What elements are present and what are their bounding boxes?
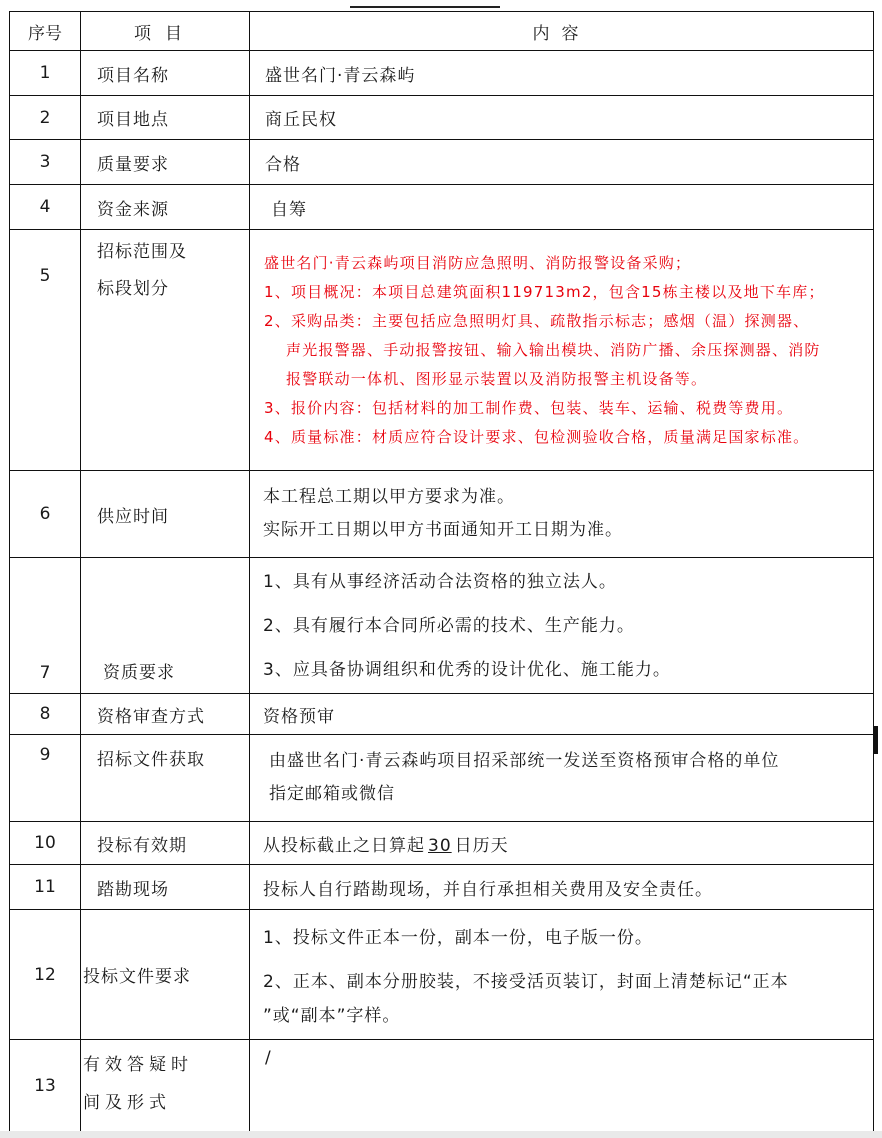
content-line: 2、具有履行本合同所必需的技术、生产能力。 (263, 615, 635, 636)
table-row (10, 185, 874, 230)
row-content: 盛世名门·青云森屿 (250, 51, 874, 96)
scope-line: 盛世名门·青云森屿项目消防应急照明、消防报警设备采购； (264, 253, 692, 272)
row-content: 自筹 (250, 185, 874, 230)
validity-prefix: 从投标截止之日算起 (263, 835, 425, 856)
scope-line: 声光报警器、手动报警按钮、输入输出模块、消防广播、余压探测器、消防 (286, 340, 821, 359)
row-item: 项目地点 (81, 96, 250, 140)
row-item: 供应时间 (81, 471, 250, 558)
validity-suffix: 日历天 (454, 835, 509, 856)
row-item: 项目名称 (81, 51, 250, 96)
table-row (10, 51, 874, 96)
content-line: 本工程总工期以甲方要求为准。 (263, 487, 515, 507)
row-content (250, 910, 874, 1040)
row-item: 资金来源 (81, 185, 250, 230)
row-no: 1 (10, 51, 81, 96)
row-item: 质量要求 (81, 140, 250, 185)
row-no: 7 (10, 558, 81, 694)
row-content: 合格 (250, 140, 874, 185)
content-line: ”或“副本”字样。 (263, 1005, 401, 1026)
row-no: 12 (10, 910, 81, 1040)
row-item (81, 230, 250, 471)
row-item: 投标文件要求 (81, 910, 250, 1040)
bid-spec-table (9, 11, 874, 1132)
table-header-row (10, 12, 874, 51)
header-item: 项目 (81, 12, 250, 51)
scope-line: 4、质量标准：材质应符合设计要求、包检测验收合格，质量满足国家标准。 (264, 427, 810, 446)
table-row (10, 910, 874, 1040)
content-line: 由盛世名门·青云森屿项目招采部统一发送至资格预审合格的单位 (269, 751, 780, 771)
table-row (10, 471, 874, 558)
table-row (10, 694, 874, 735)
row-content (250, 822, 874, 865)
page-bottom-strip (0, 1131, 882, 1138)
scope-content (250, 230, 874, 471)
content-line: 1、具有从事经济活动合法资格的独立法人。 (263, 571, 617, 592)
table-row (10, 822, 874, 865)
row-content (250, 471, 874, 558)
row-no: 8 (10, 694, 81, 735)
row-no: 5 (10, 230, 81, 471)
row-item: 资质要求 (81, 558, 250, 694)
row-content (250, 558, 874, 694)
row-item: 踏勘现场 (81, 865, 250, 910)
table-row (10, 1040, 874, 1132)
validity-days: 30 (428, 835, 452, 856)
row-no: 3 (10, 140, 81, 185)
row-content (250, 735, 874, 822)
table-row (10, 735, 874, 822)
row-item: 投标有效期 (81, 822, 250, 865)
scope-line: 报警联动一体机、图形显示装置以及消防报警主机设备等。 (286, 369, 708, 388)
cut-off-title (350, 0, 500, 8)
scope-line: 1、项目概况：本项目总建筑面积119713m2，包含15栋主楼以及地下车库； (264, 282, 825, 301)
content-line: 2、正本、副本分册胶装，不接受活页装订，封面上清楚标记“正本 (263, 971, 789, 992)
row-no: 4 (10, 185, 81, 230)
row-no: 13 (10, 1040, 81, 1132)
table-row (10, 558, 874, 694)
row-content: 投标人自行踏勘现场，并自行承担相关费用及安全责任。 (250, 865, 874, 910)
row-no: 6 (10, 471, 81, 558)
row-no: 9 (10, 735, 81, 822)
row-content: / (250, 1040, 874, 1132)
table-row (10, 96, 874, 140)
content-line: 3、应具备协调组织和优秀的设计优化、施工能力。 (263, 659, 671, 680)
row-item: 招标文件获取 (81, 735, 250, 822)
row-content: 资格预审 (250, 694, 874, 735)
row-item: 资格审查方式 (81, 694, 250, 735)
item-line: 间及形式 (83, 1093, 171, 1113)
page-edge-marker (874, 726, 878, 754)
content-line: 指定邮箱或微信 (269, 784, 395, 804)
row-content: 商丘民权 (250, 96, 874, 140)
row-no: 10 (10, 822, 81, 865)
row-no: 2 (10, 96, 81, 140)
header-no: 序号 (10, 12, 81, 51)
table-row (10, 230, 874, 471)
item-line: 有效答疑时 (83, 1055, 193, 1075)
row-no: 11 (10, 865, 81, 910)
scope-line: 3、报价内容：包括材料的加工制作费、包装、装车、运输、税费等费用。 (264, 398, 794, 417)
scope-line: 2、采购品类：主要包括应急照明灯具、疏散指示标志；感烟（温）探测器、 (264, 311, 810, 330)
page-top-edge (0, 0, 882, 8)
table-row (10, 865, 874, 910)
item-line: 标段划分 (97, 279, 169, 299)
content-line: 1、投标文件正本一份，副本一份，电子版一份。 (263, 927, 653, 948)
row-item (81, 1040, 250, 1132)
table-row (10, 140, 874, 185)
header-content: 内容 (250, 12, 874, 51)
item-line: 招标范围及 (97, 242, 187, 262)
content-line: 实际开工日期以甲方书面通知开工日期为准。 (263, 520, 623, 540)
